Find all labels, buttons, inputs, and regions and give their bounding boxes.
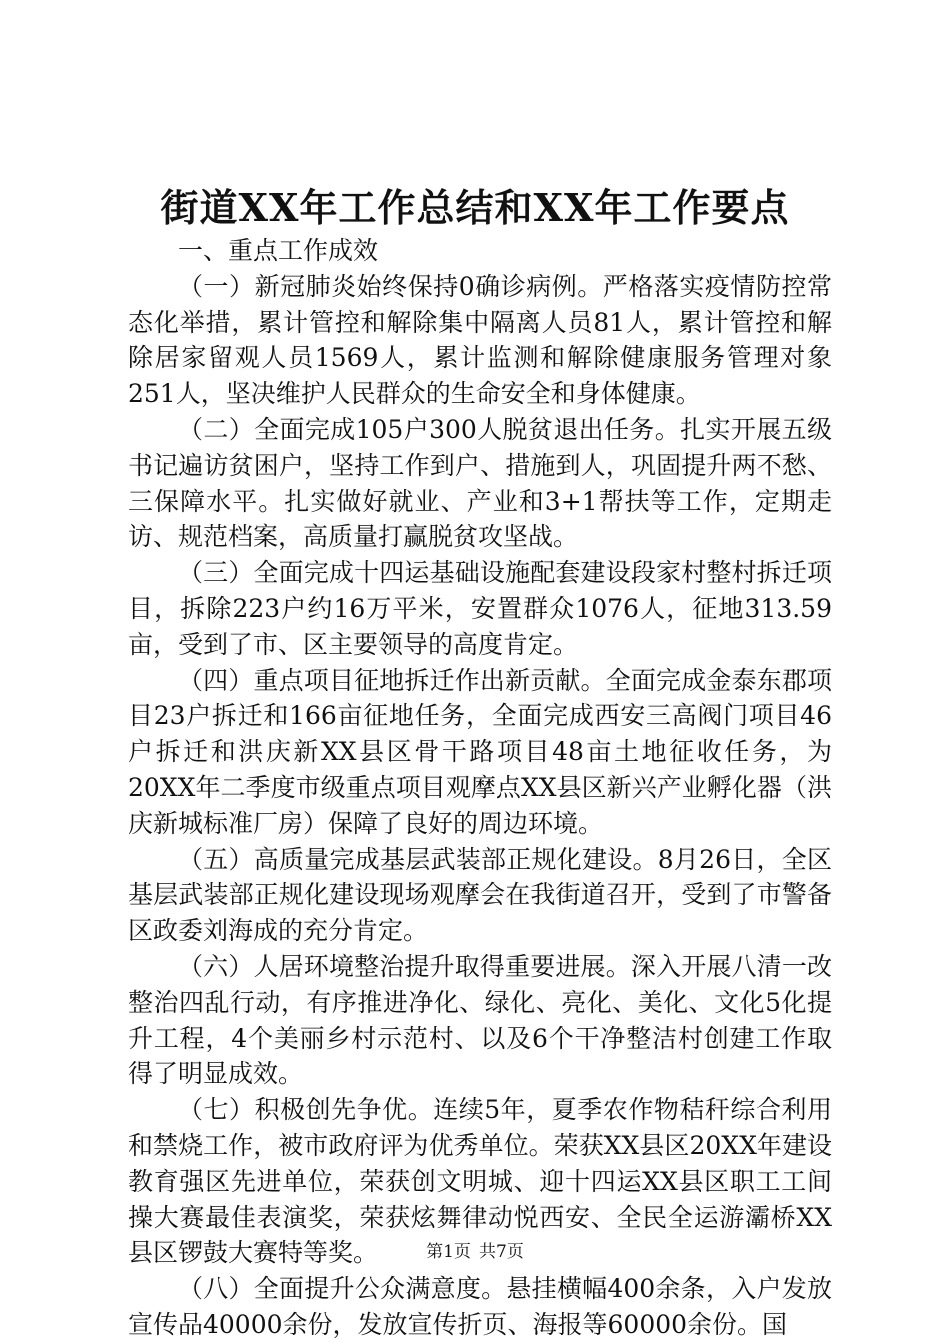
paragraph-8: （八）全面提升公众满意度。悬挂横幅400余条，入户发放宣传品40000余份，发放宣传折页、海报等60000余份。国: [128, 1274, 832, 1339]
paragraph-5: （五）高质量完成基层武装部正规化建设。8月26日，全区基层武装部正规化建设现场观摩会在我街道召开，受到了市警备区政委刘海成的充分肯定。: [128, 844, 832, 946]
page-total: 共7页: [479, 1242, 524, 1262]
paragraph-4: （四）重点项目征地拆迁作出新贡献。全面完成金泰东郡项目23户拆迁和166亩征地任务，全面完成西安三高阀门项目46户拆迁和洪庆新XX县区骨干路项目48亩土地征收任务，为20XX年二季度市级重点项目观摩点XX县区新兴产业孵化器（洪庆新城标准厂房）保障了良好的周边环境。: [128, 665, 832, 838]
paragraph-1: （一）新冠肺炎始终保持0确诊病例。严格落实疫情防控常态化举措，累计管控和解除集中隔离人员81人，累计管控和解除居家留观人员1569人，累计监测和解除健康服务管理对象251人，坚决维护人民群众的生命安全和身体健康。: [128, 271, 832, 409]
section-heading: 一、重点工作成效: [178, 236, 379, 265]
paragraph-7: （七）积极创先争优。连续5年，夏季农作物秸秆综合利用和禁烧工作，被市政府评为优秀单位。荣获XX县区20XX年建设教育强区先进单位，荣获创文明城、迎十四运XX县区职工工间操大赛最佳表演奖，荣获炫舞律动悦西安、全民全运游灞桥XX县区锣鼓大赛特等奖。: [128, 1095, 832, 1268]
page-number: 第1页: [426, 1242, 471, 1262]
document-body: [128, 233, 832, 1343]
paragraph-2: （二）全面完成105户300人脱贫退出任务。扎实开展五级书记遍访贫困户，坚持工作到户、措施到人，巩固提升两不愁、三保障水平。扎实做好就业、产业和3+1帮扶等工作，定期走访、规范档案，高质量打赢脱贫攻坚战。: [128, 414, 832, 552]
paragraph-3: （三）全面完成十四运基础设施配套建设段家村整村拆迁项目，拆除223户约16万平米，安置群众1076人，征地313.59亩，受到了市、区主要领导的高度肯定。: [128, 558, 832, 659]
paragraph-6: （六）人居环境整治提升取得重要进展。深入开展八清一改整治四乱行动，有序推进净化、绿化、亮化、美化、文化5化提升工程，4个美丽乡村示范村、以及6个干净整洁村创建工作取得了明显成效。: [128, 951, 832, 1089]
document-title: 街道XX年工作总结和XX年工作要点: [160, 185, 790, 230]
page-footer: [0, 1240, 950, 1264]
